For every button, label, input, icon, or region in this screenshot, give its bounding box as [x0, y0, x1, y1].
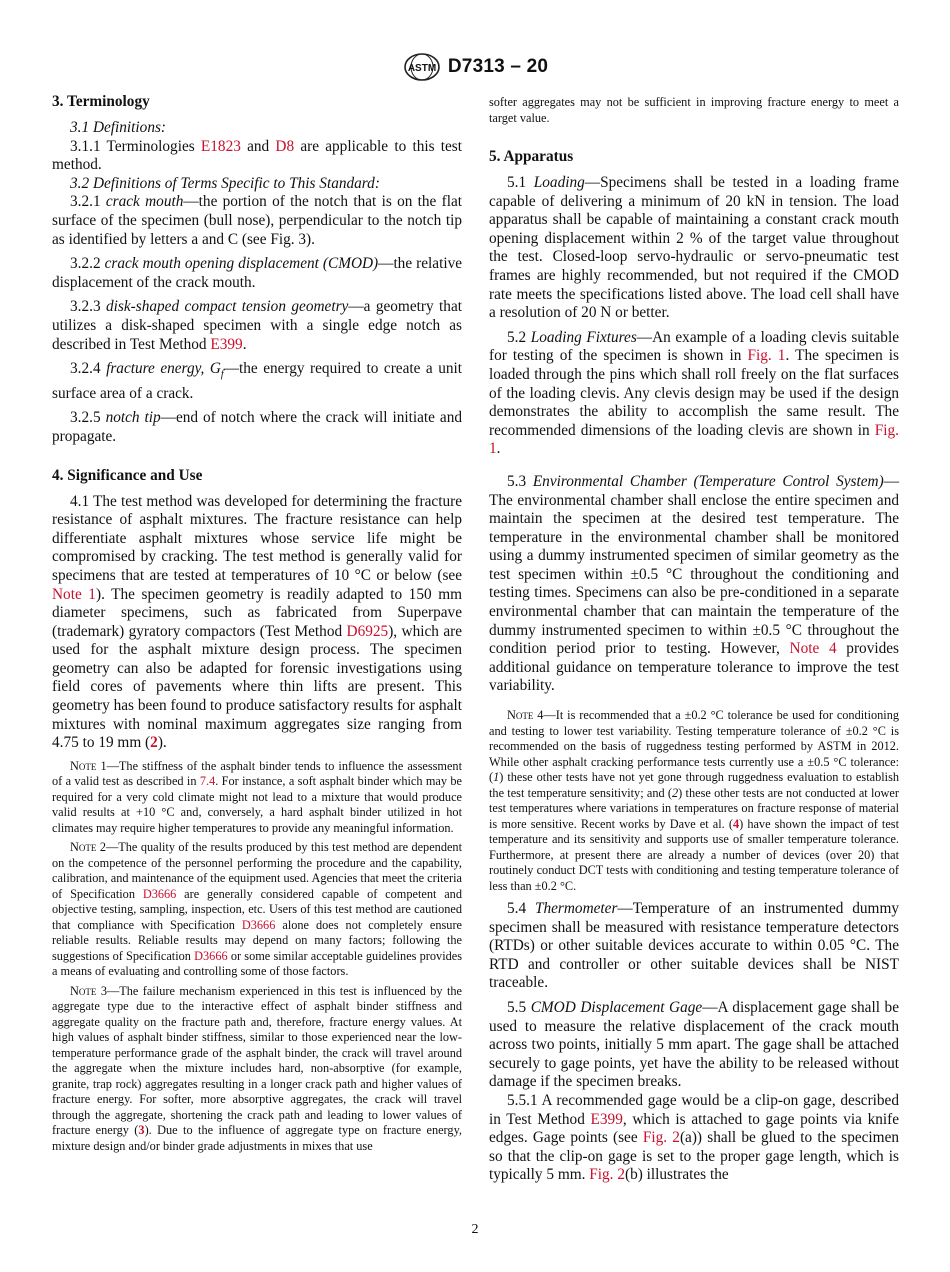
link-d3666-c[interactable]: D3666 [194, 948, 228, 963]
para-4-1: 4.1 The test method was developed for determining the fracture resistance of asphalt mixtures. The fracture resistance can help differentiate asphalt mixtures whose service life might be compromised by cracking. The test method is generally valid for specimens that are tested at temperatures of 10 °C or below (see Note 1). The specimen geometry is readily adapted to 150 mm diameter specimens, such as fabricated from Superpave (trademark) gyratory compactors (Test Method D6925), which are used for the asphalt mixture design process. The specimen geometry can also be adapted for forensic investigations using field cores of pavements where thin lifts are present. This geometry has been found to produce satisfactory results for asphalt mixtures with nominal maximum aggregates size ranging from 4.75 to 19 mm (2). [52, 492, 463, 752]
astm-logo-icon [402, 52, 442, 82]
note-1: Note 1—The stiffness of the asphalt binder tends to influence the assessment of a valid test as described in 7.4. For instance, a soft asphalt binder which may be required for a very cold climate might not lead to a mixture that would produce valid results at +10 °C and, conversely, a hard asphalt binder utilized in hot climates may require higher temperatures to provide any meaningful information. [52, 758, 462, 835]
link-note-4[interactable]: Note 4 [789, 640, 837, 658]
link-7-4[interactable]: 7.4 [199, 774, 216, 789]
link-e399[interactable]: E399 [210, 335, 243, 353]
left-column [52, 93, 462, 1154]
para-5-3: 5.3 Environmental Chamber (Temperature Control System)—The environmental chamber shall enclose the entire specimen and maintain the specimen at the desired test temperature. The temperature in the environmental chamber shall be monitored using a dummy instrumented specimen of similar geometry as the test specimen within ±0.5 °C throughout the conditioning and testing times. Specimens can also be pre-conditioned in a separate environmental chamber that can maintain the temperature of the dummy instrumented specimen to within ±0.5 °C throughout the condition period prior to testing. However, Note 4 provides additional guidance on temperature tolerance to improve the test variability. [489, 472, 899, 695]
para-5-5-1: 5.5.1 A recommended gage would be a clip-on gage, described in Test Method E399, which is attached to gage points via knife edges. Gage points (see Fig. 2(a)) shall be glued to the specimen so that the clip-on gage is set to the proper gage length, which is typically 5 mm. Fig. 2(b) illustrates the [489, 1091, 900, 1184]
para-3-2-4: 3.2.4 fracture energy, $G_f—the$ energy required to create a unit surface area of a crack. [52, 360, 462, 402]
para-3-1: 3.1 Definitions: [70, 119, 167, 136]
para-3-1-1: 3.1.1 Terminologies E1823 and D8 are applicable to this test method. [52, 137, 463, 174]
link-d8[interactable]: D8 [275, 137, 295, 155]
link-fig-2-a[interactable]: Fig. 2 [642, 1129, 680, 1147]
note-3: Note 3—The failure mechanism experienced in this test is influenced by the aggregate type due to the interactive effect of asphalt binder stiffness and aggregate quality on the fracture path and, therefore, fracture energy values. At high values of asphalt binder stiffness, similar to those experienced near the low-temperature performance grade of the asphalt binder, the crack will travel around the aggregate when the mixture includes hard, non-absorptive (for example, granite, trap rock) aggregates resulting in a longer crack path and higher values of fracture energy. For softer, more absorptive aggregates, the crack will travel through the aggregate, shortening the crack path and leading to lower values of fracture energy (3). Due to the influence of aggregate type on fracture energy, mixture design and/or binder grade adjustments in mixes that use [52, 983, 463, 1153]
note-3-continued: softer aggregates may not be sufficient in improving fracture energy to meet a target value. [489, 95, 899, 125]
note-2: Note 2—The quality of the results produced by this test method are dependent on the competence of the personnel performing the procedure and the capability, calibration, and maintenance of the equipment used. Agencies that meet the criteria of Specification D3666 are generally considered capable of competent and objective testing, sampling, inspection, etc. Users of this test method are cautioned that compliance with Specification D3666 alone does not completely ensure reliable results. Reliable results may depend on many factors; following the suggestions of Specification D3666 or some similar acceptable guidelines provides a means of evaluating and controlling some of those factors. [52, 840, 462, 979]
para-5-1: 5.1 Loading—Specimens shall be tested in a loading frame capable of delivering a minimum of 20 kN in tension. The load apparatus shall be capable of maintaining a constant crack mouth opening displacement within 2 % of the target value throughout the test. Closed-loop servo-hydraulic or servo-pneumatic test frames are highly recommended, but not required if the CMOD rate meets the specifications listed above. The load cell shall have a resolution of 20 N or better. [489, 174, 899, 322]
para-5-4: 5.4 Thermometer—Temperature of an instrumented dummy specimen shall be measured with resistance temperature detectors (RTDs) or other suitable devices accurate to within 0.05 °C. The RTD and controller or other suitable devices shall be NIST traceable. [489, 900, 899, 992]
para-3-2: 3.2 Definitions of Terms Specific to This Standard: [70, 174, 380, 192]
link-ref-3[interactable]: 3 [138, 1123, 145, 1138]
link-note-1[interactable]: Note 1 [52, 585, 96, 603]
para-3-2-1: 3.2.1 crack mouth—the portion of the notch that is on the flat surface of the specimen (bull nose), perpendicular to the notch tip as identified by letters a and C (see Fig. 3). [52, 193, 462, 248]
link-fig-2-b[interactable]: Fig. 2 [589, 1166, 625, 1184]
link-ref-2[interactable]: 2 [150, 734, 158, 752]
document-id: D7313 – 20 [447, 56, 549, 77]
link-e399-b[interactable]: E399 [590, 1110, 623, 1128]
para-5-2: 5.2 Loading Fixtures—An example of a loading clevis suitable for testing of the specimen is shown in Fig. 1. The specimen is loaded through the pins which shall roll freely on the flat surfaces of the loading clevis. Any clevis design may be used if the design demonstrates the ability to accomplish the same result. The recommended dimensions of the loading clevis are shown in Fig. 1. [489, 328, 900, 458]
section-3-heading: 3. Terminology [52, 93, 150, 110]
note-4: Note 4—It is recommended that a ±0.2 °C tolerance be used for conditioning and testing to lower test variability. Testing temperature tolerance of ±0.2 °C is recommended on the basis of ruggedness testing performed by ASTM in 2012. While other asphalt cracking performance tests currently use a ±0.5 °C tolerance: (1) these other tests have not yet gone through ruggedness evaluation to establish the test temperature sensitivity; and (2) these other tests are not conducted at lower test temperatures where variations in temperatures on fracture response of material is more sensitive. Recent works by Dave et al. (4) have shown the impact of test temperature and its sensitivity and supports use of smaller temperature tolerance. Furthermore, at present there are already a number of devices (over 20) that routinely conduct DCT tests with conditioning and testing temperature tolerance of less than ±0.2 °C. [489, 708, 900, 893]
para-5-5: 5.5 CMOD Displacement Gage—A displacement gage shall be used to measure the relative displacement of the crack mouth across two points, initially 5 mm apart. The gage shall be attached securely to gage points, yet have the ability to be released without damage if the specimen breaks. [489, 999, 899, 1091]
link-fig-1-b[interactable]: Fig. 1 [489, 421, 899, 458]
page-number: 2 [471, 1222, 479, 1237]
link-fig-1-a[interactable]: Fig. 1 [747, 347, 786, 365]
para-3-2-2: 3.2.2 crack mouth opening displacement (CMOD)—the relative displacement of the crack mouth. [52, 255, 463, 291]
para-3-2-3: 3.2.3 disk-shaped compact tension geometry—a geometry that utilizes a disk-shaped specimen with a single edge notch as described in Test Method E399. [52, 298, 462, 353]
section-5-heading: 5. Apparatus [489, 148, 574, 165]
link-d3666-a[interactable]: D3666 [142, 886, 177, 901]
right-column [489, 95, 899, 1185]
link-d3666-b[interactable]: D3666 [241, 917, 276, 932]
section-4-heading: 4. Significance and Use [52, 466, 203, 484]
link-d6925[interactable]: D6925 [346, 622, 389, 640]
link-ref-4[interactable]: 4 [732, 816, 740, 831]
logo-text: ASTM [407, 63, 437, 74]
para-3-2-5: 3.2.5 notch tip—end of notch where the crack will initiate and propagate. [52, 409, 463, 445]
page-header [0, 52, 950, 87]
link-e1823[interactable]: E1823 [200, 137, 241, 155]
